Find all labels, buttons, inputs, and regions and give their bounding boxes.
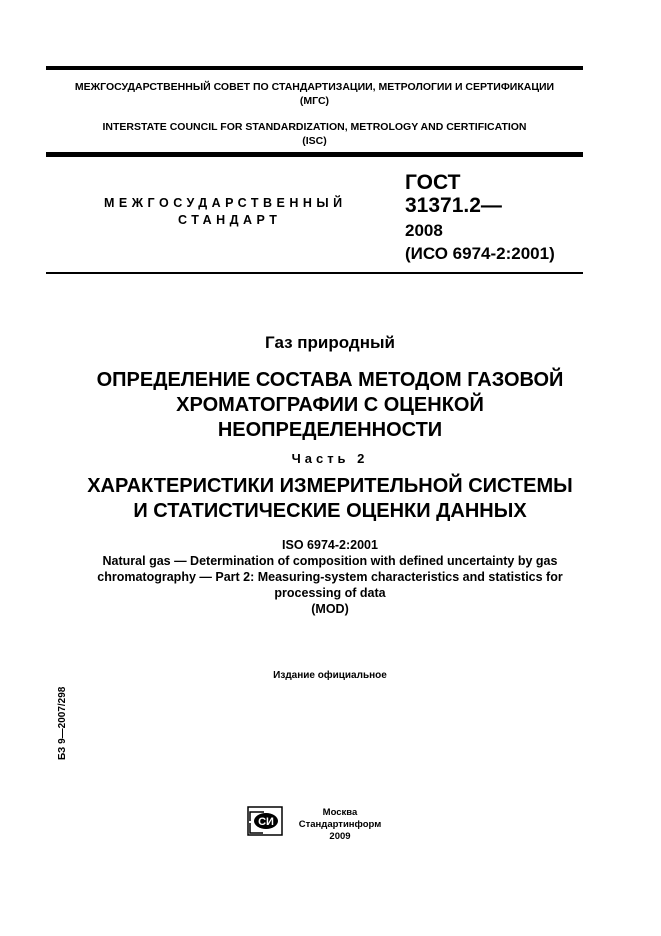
publisher-year: 2009 — [329, 831, 351, 842]
top-rule — [46, 66, 583, 70]
mid-rule — [46, 272, 583, 274]
title-line3: НЕОПРЕДЕЛЕННОСТИ — [217, 419, 443, 441]
publisher-name: Стандартинформ — [298, 819, 382, 830]
gost-iso-ref: (ИСО 6974-2:2001) — [405, 244, 555, 263]
side-code: БЗ 9—2007/298 — [57, 686, 68, 760]
council-ru: МЕЖГОСУДАРСТВЕННЫЙ СОВЕТ ПО СТАНДАРТИЗАЦИИ, МЕТРОЛОГИИ И СЕРТИФИКАЦИИ — [74, 81, 555, 93]
mod-label: (MOD) — [311, 602, 349, 616]
title-line1: ОПРЕДЕЛЕНИЕ СОСТАВА МЕТОДОМ ГАЗОВОЙ — [96, 369, 564, 391]
council-en-abbr: (ISC) — [302, 135, 327, 147]
svg-text:СИ: СИ — [258, 816, 274, 828]
subject: Газ природный — [265, 333, 395, 352]
english-title-line1: Natural gas — Determination of composition with defined uncertainty by gas — [102, 554, 558, 568]
council-en: INTERSTATE COUNCIL FOR STANDARDIZATION, METROLOGY AND CERTIFICATION — [102, 121, 527, 133]
standard-kind-line1: МЕЖГОСУДАРСТВЕННЫЙ — [104, 196, 347, 210]
council-ru-abbr: (МГС) — [299, 95, 330, 107]
publisher-city: Москва — [322, 807, 358, 818]
english-title-line2: chromatography — Part 2: Measuring-system characteristics and statistics for — [97, 570, 563, 584]
part-label: Часть 2 — [291, 451, 369, 466]
part-title-line1: ХАРАКТЕРИСТИКИ ИЗМЕРИТЕЛЬНОЙ СИСТЕМЫ — [87, 475, 573, 497]
iso-designation: ISO 6974-2:2001 — [282, 538, 378, 552]
gost-number: 31371.2— — [405, 194, 502, 217]
english-title-line3: processing of data — [274, 586, 386, 600]
header-rule — [46, 152, 583, 157]
standard-kind-line2: СТАНДАРТ — [178, 213, 282, 227]
standartinform-logo-icon — [247, 806, 283, 836]
title-line2: ХРОМАТОГРАФИИ С ОЦЕНКОЙ — [176, 394, 484, 416]
part-title-line2: И СТАТИСТИЧЕСКИЕ ОЦЕНКИ ДАННЫХ — [133, 500, 527, 522]
publisher-logo — [247, 806, 283, 836]
edition-label: Издание официальное — [273, 670, 387, 681]
gost-label: ГОСТ — [405, 171, 461, 194]
gost-year: 2008 — [405, 221, 443, 240]
